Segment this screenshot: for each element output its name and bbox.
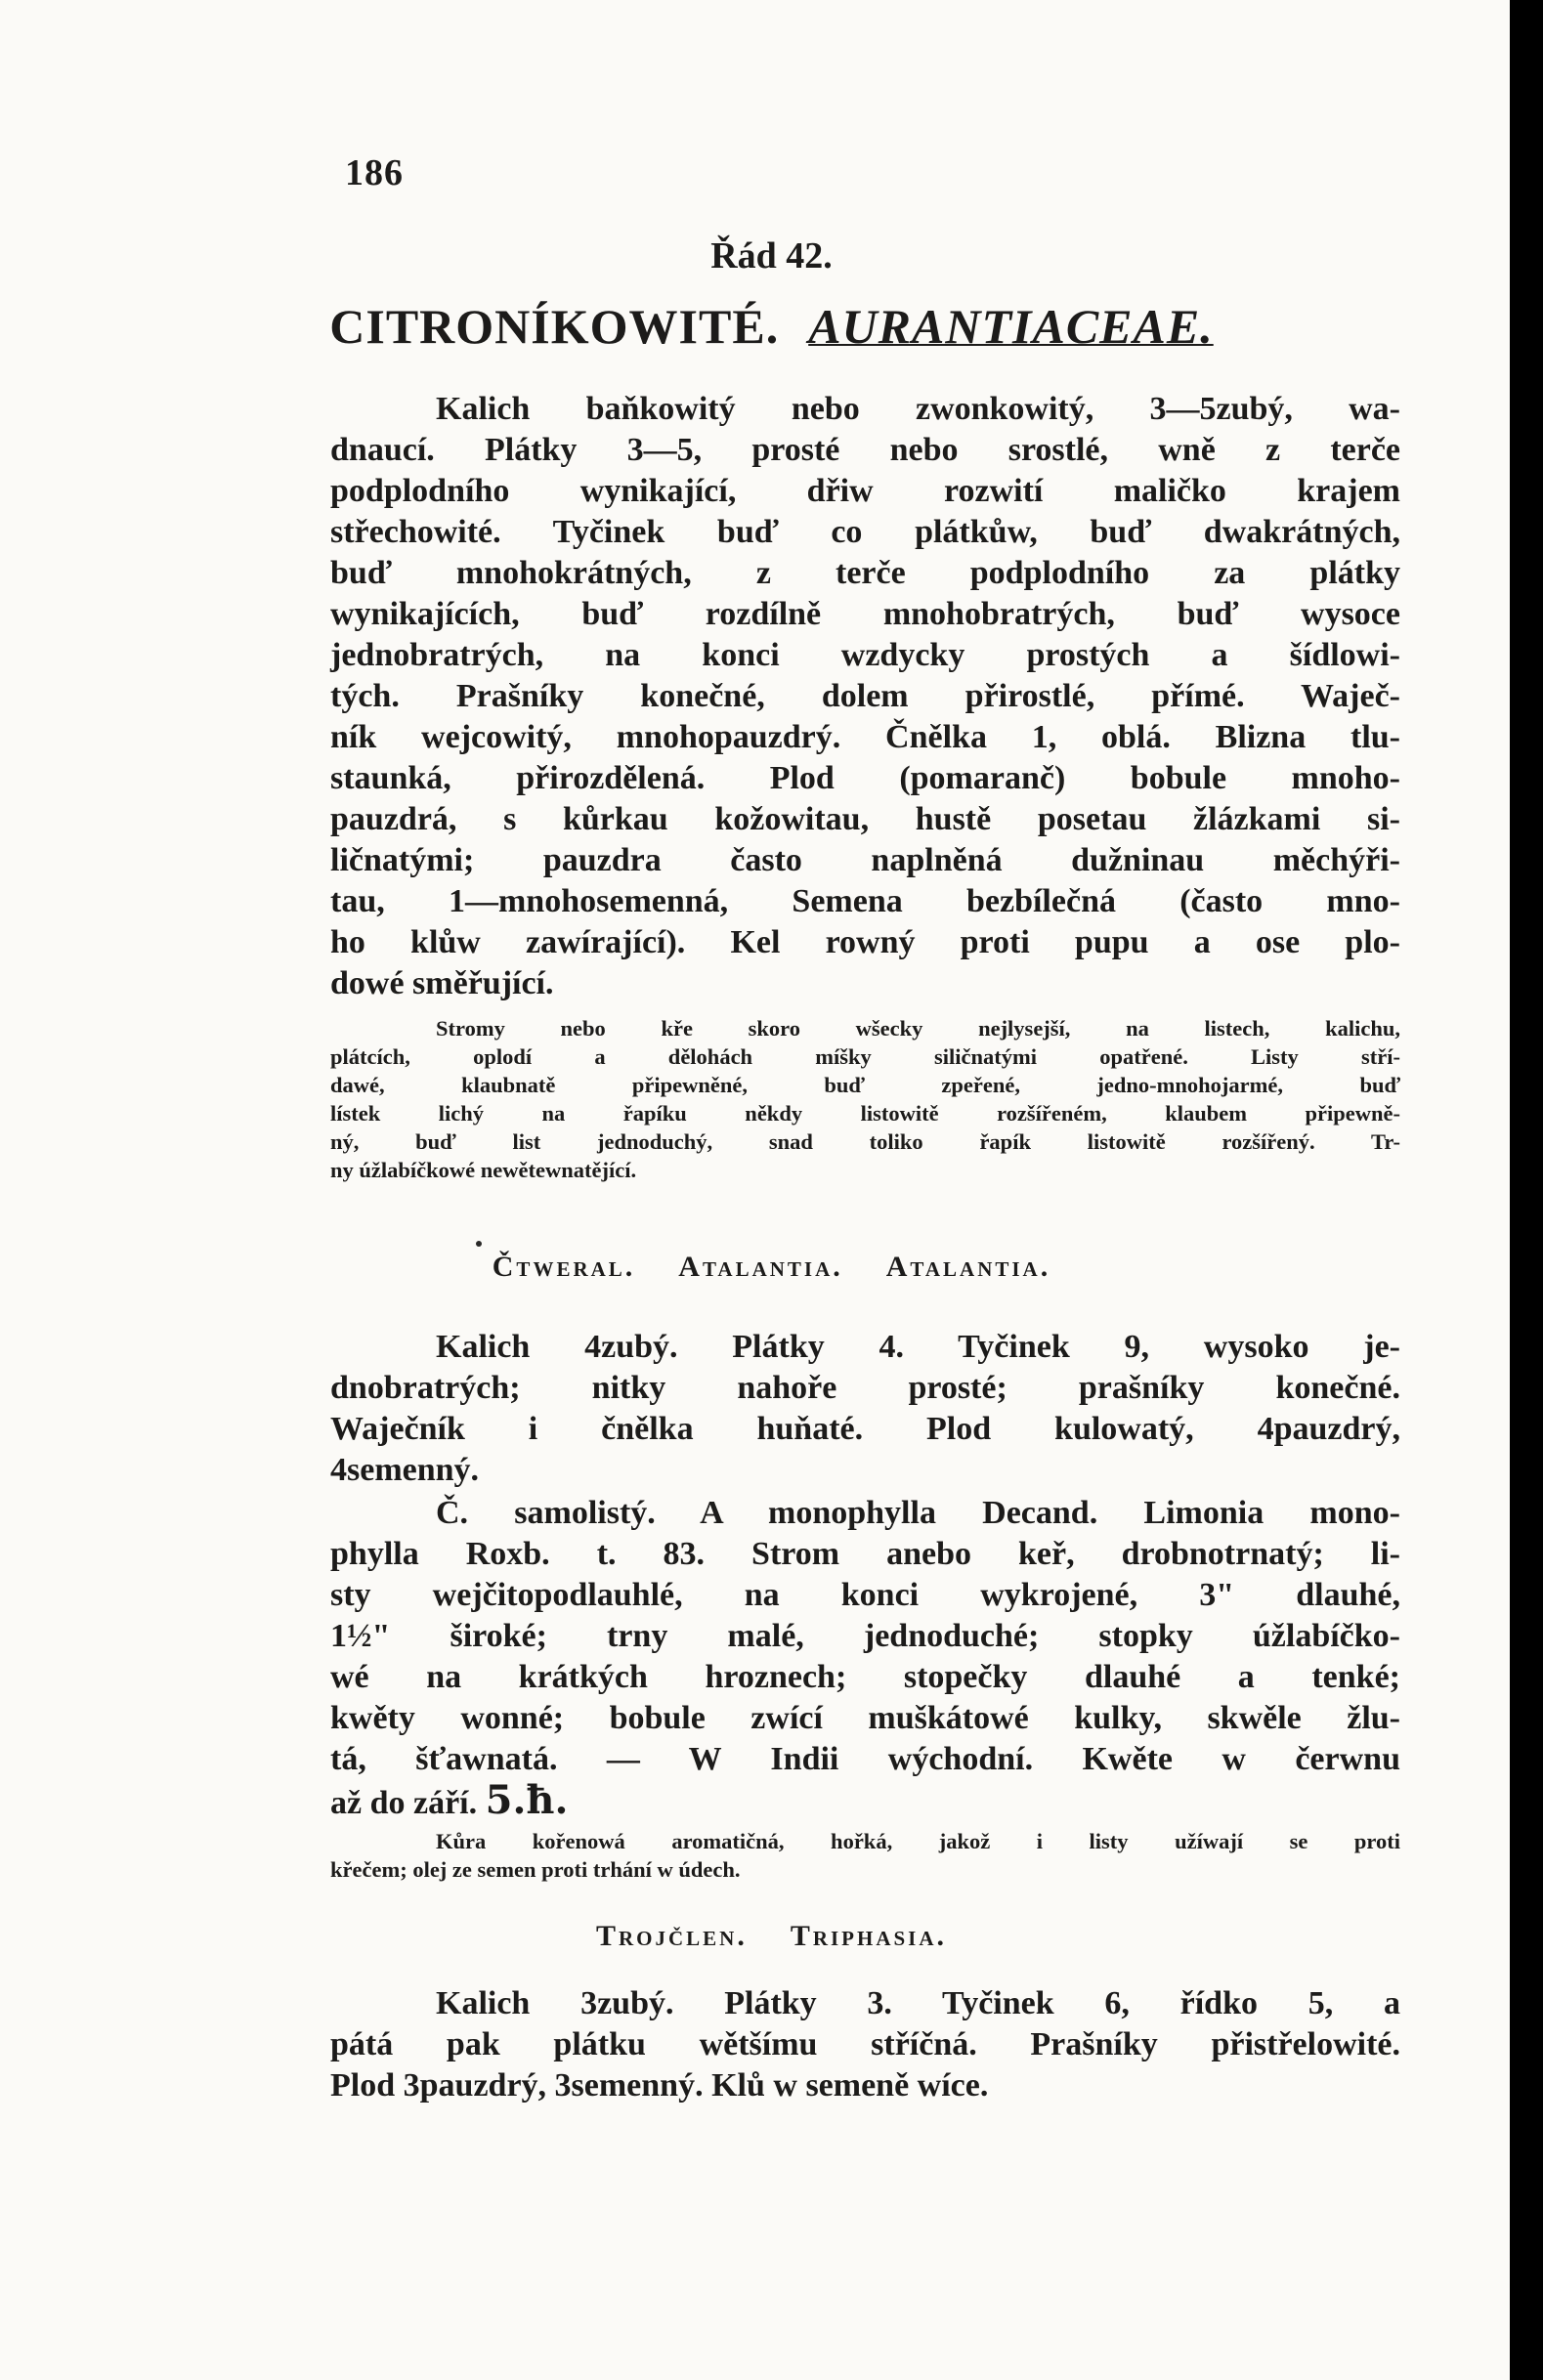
text-line: dnaucí. Plátky 3—5, prosté nebo srostlé, wně z terče xyxy=(330,432,1400,468)
family-note xyxy=(330,1014,1400,1184)
genus-latin-name: Atalantia. xyxy=(678,1251,843,1283)
genus-description xyxy=(330,1983,1400,2106)
note-line: dawé, klaubnatě připewněné, buď zpeřené, jedno-mnohojarmé, buď xyxy=(330,1073,1400,1097)
text-line: kwěty wonné; bobule zwící muškátowé kulky, skwěle žlu- xyxy=(330,1700,1400,1736)
genus-description xyxy=(330,1327,1400,1491)
text-line xyxy=(330,1777,1400,1824)
note-line: ny úžlabíčkowé newětewnatějící. xyxy=(330,1158,637,1182)
text-line: tá, šťawnatá. — W Indii wýchodní. Kwěte w čerwnu xyxy=(330,1741,1400,1777)
text-line: ličnatými; pauzdra často naplněná dužninau měchýři- xyxy=(330,842,1400,878)
text-line: střechowité. Tyčinek buď co plátkůw, buď dwakrátných, xyxy=(330,514,1400,550)
text-line: tau, 1—mnohosemenná, Semena bezbílečná (často mno- xyxy=(330,883,1400,919)
genus-latin-name: Atalantia. xyxy=(885,1251,1051,1283)
lifeform-symbols: 5.ħ. xyxy=(485,1777,569,1823)
text-line: pauzdrá, s kůrkau kožowitau, hustě posetau žlázkami si- xyxy=(330,801,1400,837)
text-line: phylla Roxb. t. 83. Strom anebo keř, drobnotrnatý; li- xyxy=(330,1536,1400,1572)
text-line: Kalich baňkowitý nebo zwonkowitý, 3—5zubý, wa- xyxy=(436,391,1400,427)
note-line: Kůra kořenowá aromatičná, hořká, jakož i listy užíwají se proti xyxy=(436,1829,1400,1853)
text-line: jednobratrých, na konci wzdycky prostých a šídlowi- xyxy=(330,637,1400,673)
genus-heading xyxy=(0,1920,1543,1953)
note-line: plátcích, oplodí a dělohách míšky siličnatými opatřené. Listy stří- xyxy=(330,1044,1400,1069)
species-description xyxy=(330,1493,1400,1824)
note-line: křečem; olej ze semen proti trhání w údech. xyxy=(330,1857,741,1882)
print-mark xyxy=(476,1241,482,1247)
text-line: podplodního wynikající, dřiw rozwití maličko krajem xyxy=(330,473,1400,509)
text-line: pátá pak plátku wětšímu stříčná. Prašníky přistřelowité. xyxy=(330,2026,1400,2062)
text-line: Waječník i čnělka huňaté. Plod kulowatý, 4pauzdrý, xyxy=(330,1411,1400,1447)
text-line: dnobratrých; nitky nahoře prosté; prašníky konečné. xyxy=(330,1370,1400,1406)
text-fragment: až do září. xyxy=(330,1785,478,1821)
text-line: Kalich 3zubý. Plátky 3. Tyčinek 6, řídko 5, a xyxy=(436,1985,1400,2021)
family-description xyxy=(330,389,1400,1004)
text-line: 4semenný. xyxy=(330,1452,480,1488)
genus-heading xyxy=(0,1251,1543,1284)
genus-czech-name: Čtweral. xyxy=(492,1251,636,1283)
note-line: Stromy nebo kře skoro wšecky nejlysejší, na listech, kalichu, xyxy=(436,1016,1400,1041)
scan-border xyxy=(1510,0,1543,2380)
text-line: ník wejcowitý, mnohopauzdrý. Čnělka 1, oblá. Blizna tlu- xyxy=(330,719,1400,755)
order-label: Řád 42. xyxy=(710,235,833,276)
genus-latin-name: Triphasia. xyxy=(790,1920,948,1952)
text-line: tých. Prašníky konečné, dolem přirostlé, přímé. Waječ- xyxy=(330,678,1400,714)
text-line: buď mnohokrátných, z terče podplodního za plátky xyxy=(330,555,1400,591)
text-line: sty wejčitopodlauhlé, na konci wykrojené, 3" dlauhé, xyxy=(330,1577,1400,1613)
note-line: ný, buď list jednoduchý, snad toliko řapík listowitě rozšířený. Tr- xyxy=(330,1129,1400,1154)
family-czech-name: CITRONÍKOWITÉ. xyxy=(329,299,780,354)
text-line: wynikajících, buď rozdílně mnohobratrých, buď wysoce xyxy=(330,596,1400,632)
text-line: 1½" široké; trny malé, jednoduché; stopky úžlabíčko- xyxy=(330,1618,1400,1654)
text-line: dowé směřující. xyxy=(330,965,554,1001)
text-line: Č. samolistý. A monophylla Decand. Limonia mono- xyxy=(436,1495,1400,1531)
text-line: wé na krátkých hroznech; stopečky dlauhé a tenké; xyxy=(330,1659,1400,1695)
family-title xyxy=(0,298,1543,355)
text-line: staunká, přirozdělená. Plod (pomaranč) bobule mnoho- xyxy=(330,760,1400,796)
text-line: ho klůw zawírající). Kel rowný proti pupu a ose plo- xyxy=(330,924,1400,960)
page-number: 186 xyxy=(345,152,404,193)
species-note xyxy=(330,1827,1400,1884)
text-line: Plod 3pauzdrý, 3semenný. Klů w semeně wíce. xyxy=(330,2067,989,2104)
genus-czech-name: Trojčlen. xyxy=(595,1920,748,1952)
family-latin-name: AURANTIACEAE. xyxy=(808,299,1214,354)
text-line: Kalich 4zubý. Plátky 4. Tyčinek 9, wysoko je- xyxy=(436,1329,1400,1365)
note-line: lístek lichý na řapíku někdy listowitě rozšířeném, klaubem připewně- xyxy=(330,1101,1400,1126)
